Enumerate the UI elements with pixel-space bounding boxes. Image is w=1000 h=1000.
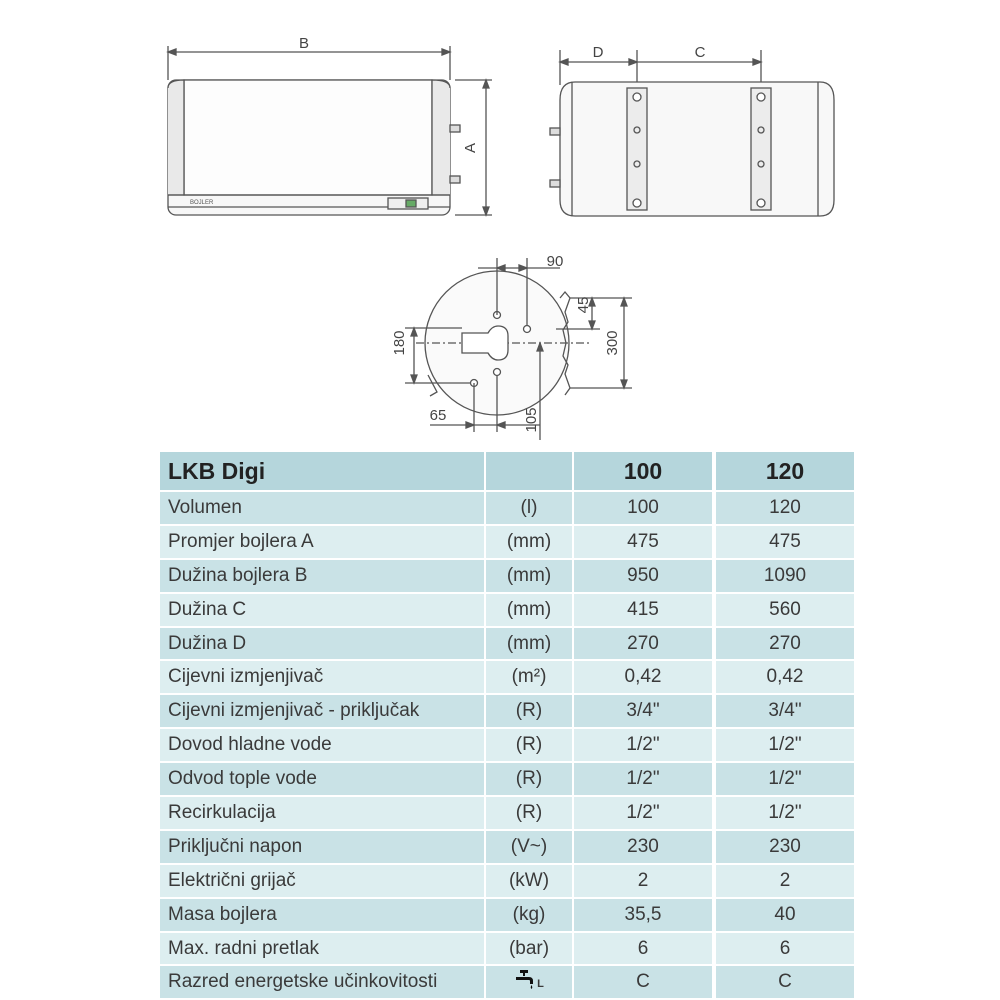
row-value-100: 1/2" — [572, 763, 712, 797]
row-label: Dužina D — [160, 628, 484, 662]
row-label: Cijevni izmjenjivač - priključak — [160, 695, 484, 729]
row-unit: (V~) — [484, 831, 572, 865]
row-value-120: 3/4" — [712, 695, 854, 729]
row-value-100: 475 — [572, 526, 712, 560]
load-profile-label: L — [537, 978, 544, 991]
row-unit: (R) — [484, 729, 572, 763]
header-model: LKB Digi — [160, 452, 484, 492]
row-value-120: 120 — [712, 492, 854, 526]
table-row — [160, 661, 854, 695]
row-unit: (kW) — [484, 865, 572, 899]
row-value-120: 1/2" — [712, 729, 854, 763]
spec-table-body — [160, 452, 854, 1000]
header-model-120: 120 — [712, 452, 854, 492]
label-a: A — [462, 142, 479, 154]
label-d: D — [592, 44, 604, 61]
row-unit: (mm) — [484, 526, 572, 560]
row-unit: (bar) — [484, 933, 572, 967]
row-value-100: 230 — [572, 831, 712, 865]
header-unit — [484, 452, 572, 492]
row-value-120: 475 — [712, 526, 854, 560]
table-row — [160, 492, 854, 526]
row-unit: (mm) — [484, 594, 572, 628]
table-header-row — [160, 452, 854, 492]
row-label: Dužina C — [160, 594, 484, 628]
label-c: C — [694, 44, 706, 61]
row-unit: (mm) — [484, 628, 572, 662]
row-value-120: 1/2" — [712, 763, 854, 797]
row-value-100: 1/2" — [572, 729, 712, 763]
header-model-100: 100 — [572, 452, 712, 492]
top-view — [550, 50, 834, 216]
row-value-100: 950 — [572, 560, 712, 594]
table-row — [160, 831, 854, 865]
row-unit — [484, 966, 572, 1000]
row-unit: (R) — [484, 695, 572, 729]
row-label: Masa bojlera — [160, 899, 484, 933]
row-unit: (R) — [484, 763, 572, 797]
row-value-100: 1/2" — [572, 797, 712, 831]
row-unit: (kg) — [484, 899, 572, 933]
label-45: 45 — [575, 296, 592, 314]
row-label: Električni grijač — [160, 865, 484, 899]
row-label: Dovod hladne vode — [160, 729, 484, 763]
front-view — [168, 46, 492, 215]
row-value-120: C — [712, 966, 854, 1000]
table-row — [160, 695, 854, 729]
technical-drawings — [0, 0, 1000, 440]
row-label: Cijevni izmjenjivač — [160, 661, 484, 695]
row-value-120: 2 — [712, 865, 854, 899]
row-value-100: 270 — [572, 628, 712, 662]
row-value-100: 100 — [572, 492, 712, 526]
row-label: Max. radni pretlak — [160, 933, 484, 967]
row-label: Promjer bojlera A — [160, 526, 484, 560]
row-value-100: C — [572, 966, 712, 1000]
water-tap-icon — [514, 968, 544, 990]
svg-text:BOJLER: BOJLER — [190, 200, 214, 206]
row-value-120: 6 — [712, 933, 854, 967]
row-value-120: 0,42 — [712, 661, 854, 695]
label-65: 65 — [429, 407, 447, 424]
row-label: Odvod tople vode — [160, 763, 484, 797]
row-label: Recirkulacija — [160, 797, 484, 831]
row-label: Volumen — [160, 492, 484, 526]
row-value-120: 40 — [712, 899, 854, 933]
row-value-120: 270 — [712, 628, 854, 662]
row-value-100: 0,42 — [572, 661, 712, 695]
row-value-100: 3/4" — [572, 695, 712, 729]
table-row — [160, 729, 854, 763]
table-row — [160, 628, 854, 662]
table-row — [160, 526, 854, 560]
label-105: 105 — [523, 407, 540, 433]
table-row — [160, 966, 854, 1000]
row-value-120: 230 — [712, 831, 854, 865]
row-unit: (l) — [484, 492, 572, 526]
row-value-100: 35,5 — [572, 899, 712, 933]
row-value-120: 1/2" — [712, 797, 854, 831]
label-90: 90 — [546, 253, 564, 270]
label-180: 180 — [391, 330, 408, 356]
label-300: 300 — [604, 330, 621, 356]
row-value-100: 2 — [572, 865, 712, 899]
label-b: B — [298, 35, 310, 52]
row-value-100: 415 — [572, 594, 712, 628]
table-row — [160, 933, 854, 967]
table-row — [160, 797, 854, 831]
table-row — [160, 560, 854, 594]
spec-table — [160, 452, 854, 1000]
row-value-120: 560 — [712, 594, 854, 628]
table-row — [160, 594, 854, 628]
row-label: Dužina bojlera B — [160, 560, 484, 594]
row-label: Priključni napon — [160, 831, 484, 865]
row-unit: (mm) — [484, 560, 572, 594]
row-unit: (R) — [484, 797, 572, 831]
table-row — [160, 763, 854, 797]
table-row — [160, 865, 854, 899]
row-value-120: 1090 — [712, 560, 854, 594]
row-unit: (m²) — [484, 661, 572, 695]
row-label: Razred energetske učinkovitosti — [160, 966, 484, 1000]
table-row — [160, 899, 854, 933]
row-value-100: 6 — [572, 933, 712, 967]
